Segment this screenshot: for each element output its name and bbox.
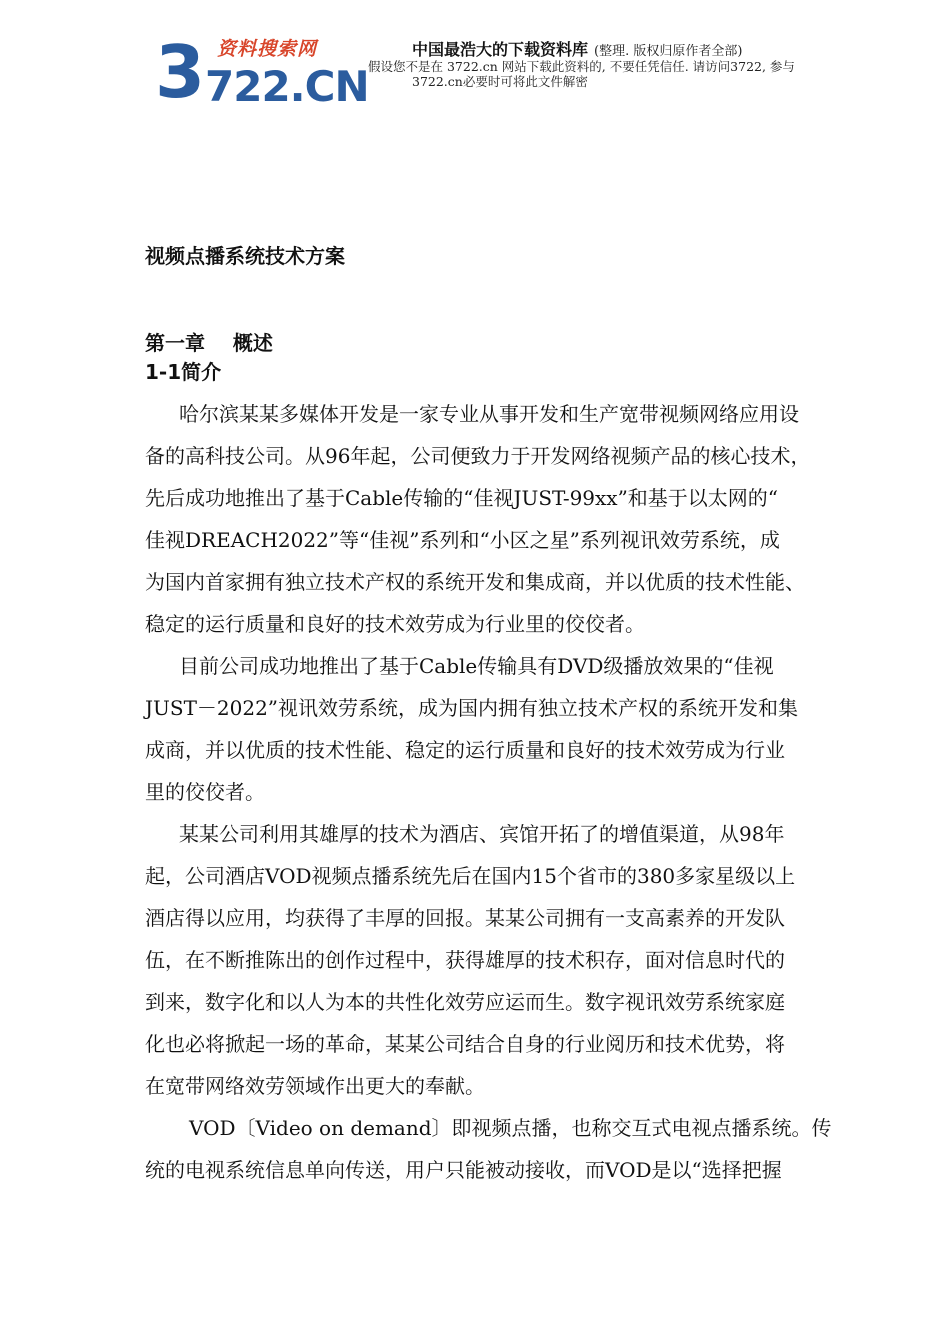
- paragraph-line: 伍，在不断推陈出的创作过程中，获得雄厚的技术积存，面对信息时代的: [145, 948, 785, 972]
- paragraph-line: 成商，并以优质的技术性能、稳定的运行质量和良好的技术效劳成为行业: [145, 738, 785, 762]
- logo-tagline: 资料搜索网: [217, 38, 318, 60]
- paragraph-line: 备的高科技公司。从96年起，公司便致力于开发网络视频产品的核心技术，: [145, 444, 811, 468]
- chapter-heading: 第一章 概述: [145, 331, 273, 355]
- logo-domain: 722.CN: [205, 62, 369, 111]
- paragraph-line: 先后成功地推出了基于Cable传输的“佳视JUST-99xx”和基于以太网的“: [145, 486, 779, 510]
- paragraph-line: 佳视DREACH2022”等“佳视”系列和“小区之星”系列视讯效劳系统，成: [145, 528, 780, 552]
- paragraph-line: 为国内首家拥有独立技术产权的系统开发和集成商，并以优质的技术性能、: [145, 570, 805, 594]
- paragraph-line: VOD〔Video on demand〕即视频点播，也称交互式电视点播系统。传: [189, 1116, 832, 1140]
- body-text: [145, 393, 885, 1191]
- notice-line: 3722.cn必要时可将此文件解密: [412, 74, 588, 89]
- paragraph-line: 统的电视系统信息单向传送，用户只能被动接收，而VOD是以“选择把握: [145, 1158, 782, 1182]
- paragraph-line: 起，公司酒店VOD视频点播系统先后在国内15个省市的380多家星级以上: [145, 864, 796, 888]
- paragraph-line: 某某公司利用其雄厚的技术为酒店、宾馆开拓了的增值渠道，从98年: [179, 822, 785, 846]
- document-title: 视频点播系统技术方案: [145, 244, 345, 268]
- notice-subtitle: (整理. 版权归原作者全部): [594, 44, 743, 59]
- paragraph-line: 酒店得以应用，均获得了丰厚的回报。某某公司拥有一支高素养的开发队: [145, 906, 785, 930]
- paragraph-line: 化也必将掀起一场的革命，某某公司结合自身的行业阅历和技术优势，将: [145, 1032, 785, 1056]
- paragraph-line: 目前公司成功地推出了基于Cable传输具有DVD级播放效果的“佳视: [179, 654, 774, 678]
- paragraph-line: JUST－2022”视讯效劳系统，成为国内拥有独立技术产权的系统开发和集: [145, 696, 799, 720]
- paragraph-line: 在宽带网络效劳领域作出更大的奉献。: [145, 1074, 485, 1098]
- page-header: [0, 0, 950, 120]
- logo-digit: 3: [155, 30, 204, 114]
- notice-title: 中国最浩大的下载资料库: [412, 40, 589, 59]
- paragraph-line: 哈尔滨某某多媒体开发是一家专业从事开发和生产宽带视频网络应用设: [179, 402, 799, 426]
- section-heading: 1-1简介: [145, 360, 222, 384]
- notice-line: 假设您不是在 3722.cn 网站下载此资料的, 不要任凭信任. 请访问3722, 参与: [368, 59, 795, 74]
- paragraph-line: 到来，数字化和以人为本的共性化效劳应运而生。数字视讯效劳系统家庭: [145, 990, 785, 1014]
- site-logo[interactable]: [155, 30, 369, 114]
- paragraph-line: 里的佼佼者。: [145, 780, 265, 804]
- paragraph-line: 稳定的运行质量和良好的技术效劳成为行业里的佼佼者。: [145, 612, 645, 636]
